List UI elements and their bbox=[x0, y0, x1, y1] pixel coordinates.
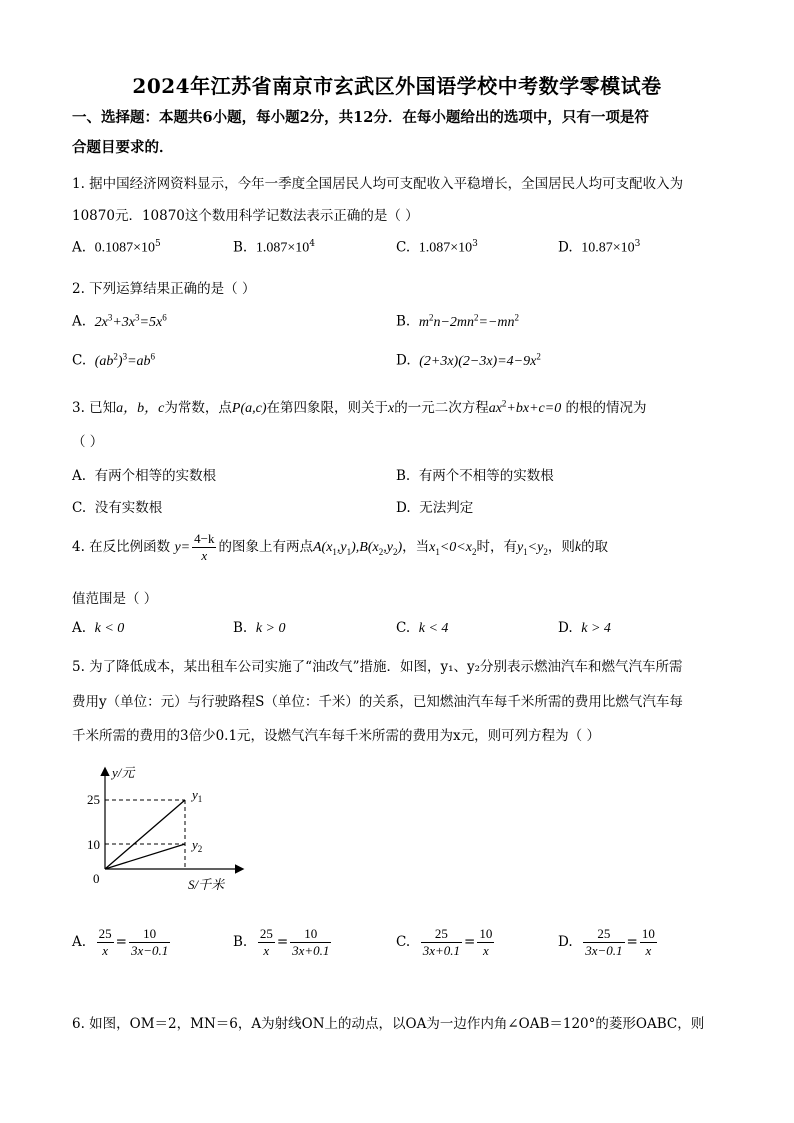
q3-line1: 3. 已知a，b，c为常数，点P(a,c)在第四象限，则关于x的一元二次方程$ax^2+bx+c=0$ 的根的情况为 bbox=[72, 398, 647, 416]
q1-option-d[interactable]: D. $10.87\times 10^3$ bbox=[558, 239, 641, 256]
page-title: 2024年江苏省南京市玄武区外国语学校中考数学零模试卷 bbox=[132, 74, 662, 98]
q5-option-a[interactable]: A. $\frac{25}{x}$ = $\frac{10}{3x-0.1}$ bbox=[72, 926, 169, 958]
q5-line1: 5. 为了降低成本，某出租车公司实施了“油改气”措施．如图，y₁、y₂分别表示燃油汽车和燃气汽车所需 bbox=[72, 659, 683, 675]
origin-label: 0 bbox=[93, 871, 100, 886]
q3-option-b[interactable]: B. 有两个不相等的实数根 bbox=[396, 468, 554, 484]
q3-option-d[interactable]: D. 无法判定 bbox=[396, 500, 474, 516]
q2-option-a[interactable]: A. $2x^3+3x^3=5x^6$ bbox=[72, 312, 167, 330]
q5-line3: 千米所需的费用的3倍少0.1元，设燃气汽车每千米所需的费用为x元，则可列方程为（ ） bbox=[72, 728, 600, 744]
q5-option-d[interactable]: D. $\frac{25}{3x-0.1}$ = $\frac{10}{x}$ bbox=[558, 926, 655, 958]
q1-line1: 1. 据中国经济网资料显示，今年一季度全国居民人均可支配收入平稳增长，全国居民人均可支配收入为 bbox=[72, 176, 684, 192]
q2-option-c[interactable]: C. $(ab^2)^3=ab^6$ bbox=[72, 351, 156, 369]
q5-option-b[interactable]: B. $\frac{25}{x}$ = $\frac{10}{3x+0.1}$ bbox=[233, 926, 330, 958]
cost-distance-graph bbox=[80, 763, 250, 898]
q4-fraction: $\frac{4-k}{x}$ bbox=[194, 531, 215, 563]
q2-option-d[interactable]: D. $(2+3x)(2-3x)=4-9x^2$ bbox=[396, 351, 541, 369]
tick-25: 25 bbox=[87, 792, 100, 807]
line-y1 bbox=[105, 800, 185, 869]
q4-line2: 值范围是（ ） bbox=[72, 591, 158, 607]
q5-line2: 费用y（单位：元）与行驶路程S（单位：千米）的关系，已知燃油汽车每千米所需的费用比燃气汽车每 bbox=[72, 694, 683, 710]
q4-option-a[interactable]: A. k < 0 bbox=[72, 620, 125, 636]
q6-line1: 6. 如图，OM＝2，MN＝6，A为射线ON上的动点，以OA为一边作内角∠OAB＝120°的菱形OABC，则 bbox=[72, 1016, 705, 1032]
section-heading bbox=[72, 103, 727, 163]
y1-label: $y_1$ bbox=[192, 787, 203, 804]
q3-option-a[interactable]: A. 有两个相等的实数根 bbox=[72, 468, 217, 484]
tick-10: 10 bbox=[87, 837, 100, 852]
q1-option-a[interactable]: A. $0.1087\times 10^5$ bbox=[72, 239, 161, 256]
q3-line2: （ ） bbox=[72, 434, 104, 450]
section-heading-line1: 一、选择题：本题共6小题，每小题2分，共12分．在每小题给出的选项中，只有一项是符 bbox=[72, 109, 649, 126]
q2-stem: 2. 下列运算结果正确的是（ ） bbox=[72, 281, 256, 297]
y2-label: $y_2$ bbox=[192, 837, 203, 854]
q5-option-c[interactable]: C. $\frac{25}{3x+0.1}$ = $\frac{10}{x}$ bbox=[396, 926, 493, 958]
line-y2 bbox=[105, 844, 185, 869]
q4-line1: 4. 在反比例函数 y= $\frac{4-k}{x}$ 的图象上有两点$A(x_1,y_1),B(x_2,y_2)$，当$x_1<0<x_2$时，有$y_1<y_2$，则k的取 bbox=[72, 531, 609, 563]
section-heading-line2: 合题目要求的． bbox=[72, 139, 174, 156]
q3-option-c[interactable]: C. 没有实数根 bbox=[72, 500, 163, 516]
q1-option-c[interactable]: C. $1.087\times 10^3$ bbox=[396, 239, 478, 256]
q2-option-b[interactable]: B. $m^2n-2mn^2=-mn^2$ bbox=[396, 312, 520, 330]
q1-line2: 10870元．10870这个数用科学记数法表示正确的是（ ） bbox=[72, 208, 419, 224]
x-axis-label: S/千米 bbox=[188, 877, 225, 892]
q4-option-c[interactable]: C. k < 4 bbox=[396, 620, 449, 636]
y-axis-label: y/元 bbox=[112, 765, 135, 780]
q4-option-b[interactable]: B. k > 0 bbox=[233, 620, 286, 636]
q4-option-d[interactable]: D. k > 4 bbox=[558, 620, 611, 636]
q1-option-b[interactable]: B. $1.087\times 10^4$ bbox=[233, 239, 315, 256]
